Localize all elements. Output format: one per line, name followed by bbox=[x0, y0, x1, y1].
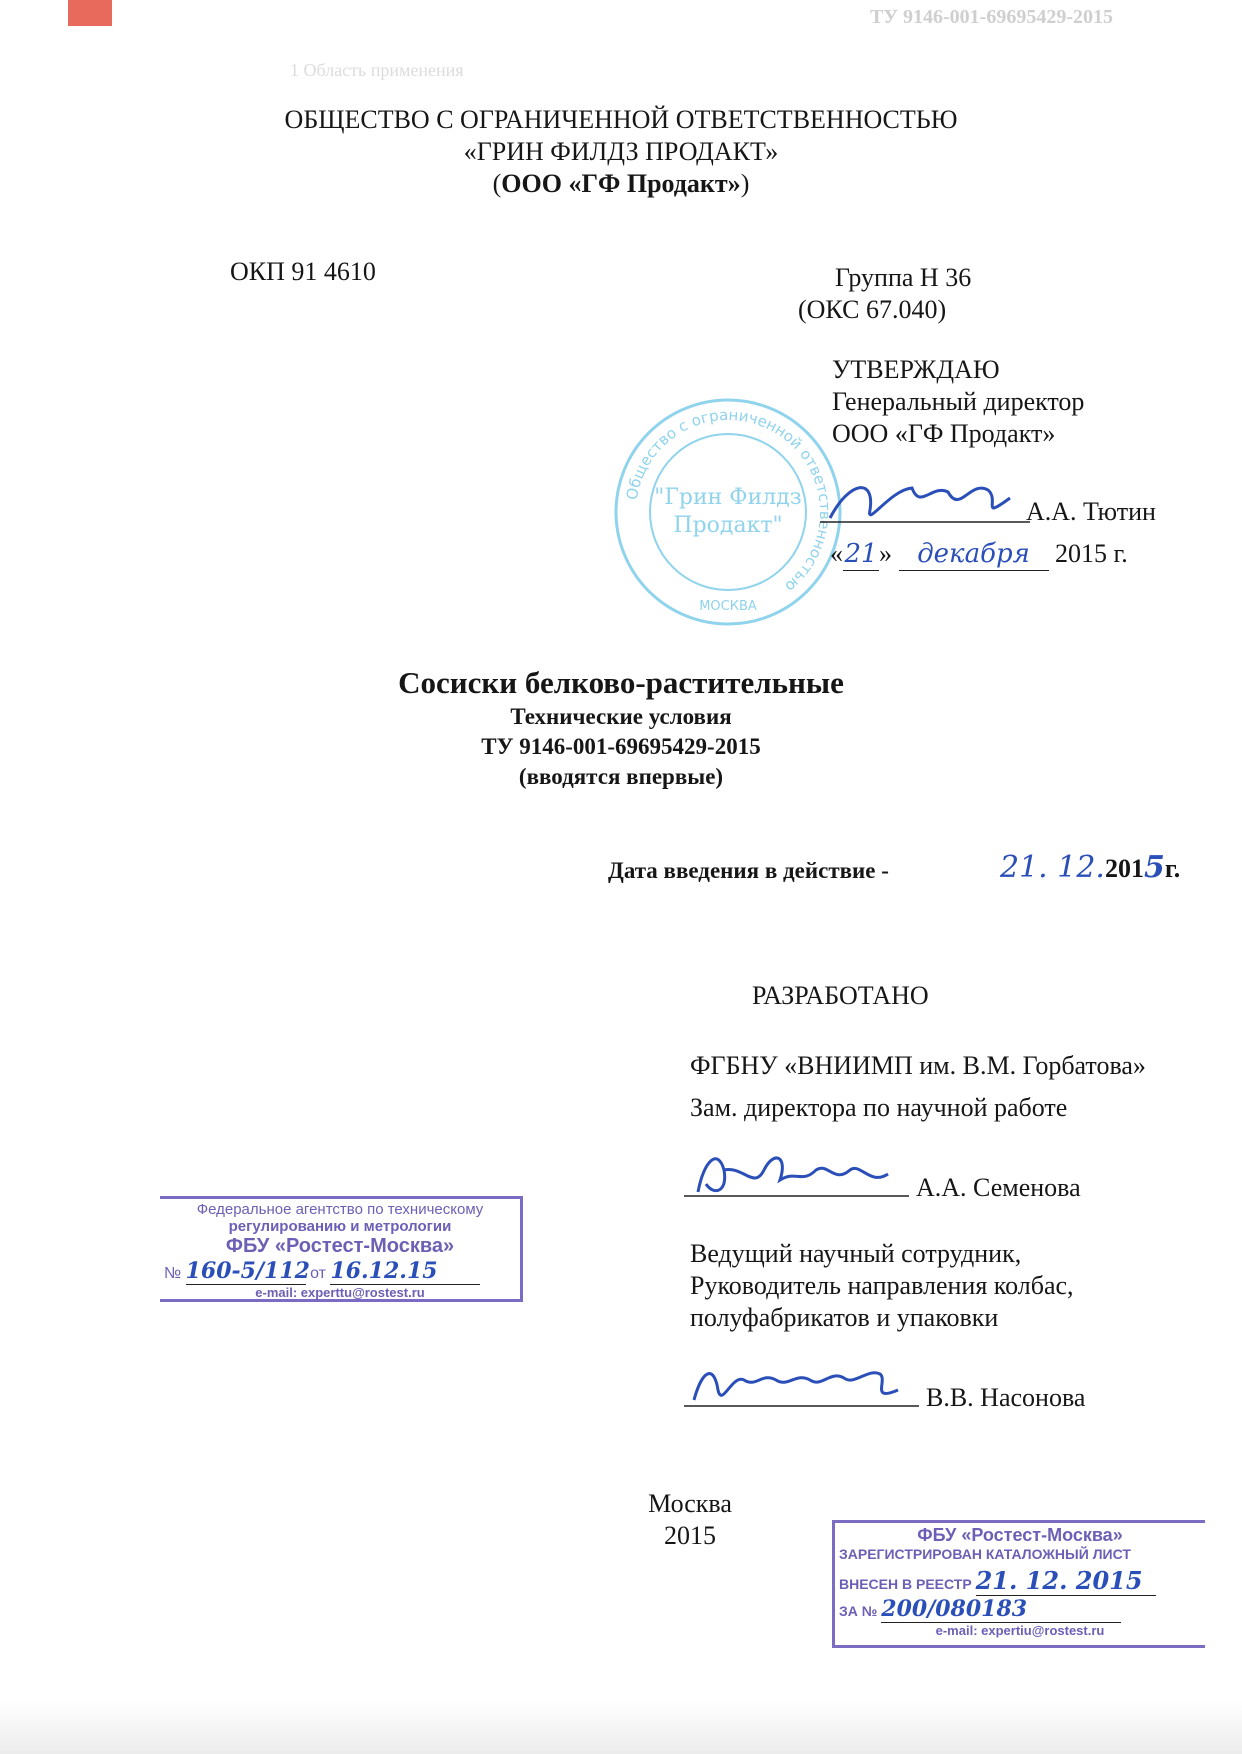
developed-position-2 bbox=[690, 1238, 1074, 1334]
stamp-right-num-label: ЗА № bbox=[839, 1603, 878, 1619]
stamp-left-line1: Федеральное агентство по техническому bbox=[196, 1201, 484, 1218]
footer-year: 2015 bbox=[664, 1521, 716, 1550]
stamp-right-email: e-mail: expertiu@rostest.ru bbox=[935, 1623, 1105, 1638]
stamp-left-num-label: № bbox=[164, 1265, 182, 1282]
scan-bottom-shadow bbox=[0, 1700, 1242, 1754]
org-line-1: ОБЩЕСТВО С ОГРАНИЧЕННОЙ ОТВЕТСТВЕННОСТЬЮ bbox=[284, 105, 958, 134]
approval-company: ООО «ГФ Продакт» bbox=[832, 419, 1056, 448]
footer bbox=[640, 1488, 740, 1552]
approval-position: Генеральный директор bbox=[832, 387, 1085, 416]
stamp-left-line2: регулированию и метрологии bbox=[228, 1218, 452, 1235]
org-line-2: «ГРИН ФИЛДЗ ПРОДАКТ» bbox=[463, 137, 779, 166]
date-day: 21 bbox=[844, 539, 878, 569]
stamp-right-line2: ЗАРЕГИСТРИРОВАН КАТАЛОЖНЫЙ ЛИСТ bbox=[839, 1546, 1131, 1562]
approval-heading: УТВЕРЖДАЮ bbox=[832, 355, 1000, 384]
stamp-city: МОСКВА bbox=[699, 599, 757, 614]
position-2-line-2: Руководитель направления колбас, bbox=[690, 1271, 1074, 1300]
stamp-right-line1: ФБУ «Ростест-Москва» bbox=[917, 1525, 1123, 1545]
date-quote-close: » bbox=[879, 539, 892, 568]
bleed-through-section: 1 Область применения bbox=[290, 60, 464, 80]
developed-signer-2: В.В. Насонова bbox=[926, 1383, 1086, 1412]
developed-position-1: Зам. директора по научной работе bbox=[690, 1093, 1068, 1122]
date-month: декабря bbox=[899, 538, 1049, 571]
stamp-right-registry-row bbox=[835, 1566, 1205, 1596]
date-quote-open: « bbox=[830, 539, 843, 568]
oks-code: (ОКС 67.040) bbox=[798, 295, 947, 324]
effective-year-prefix: 201 bbox=[1104, 854, 1144, 883]
doc-code: ТУ 9146-001-69695429-2015 bbox=[481, 734, 761, 759]
effective-year-suffix: г. bbox=[1164, 854, 1181, 883]
org-full-name bbox=[0, 104, 1242, 200]
stamp-ring-text: Общество с ограниченной ответственностью bbox=[622, 405, 835, 596]
approval-signer: А.А. Тютин bbox=[1026, 497, 1156, 526]
product-title: Сосиски белково-растительные bbox=[398, 665, 844, 700]
stamp-left-num-value: 160-5/112 bbox=[185, 1258, 310, 1284]
stamp-left-number-row bbox=[160, 1258, 520, 1285]
stamp-left-email: e-mail: experttu@rostest.ru bbox=[255, 1285, 425, 1300]
developed-org: ФГБНУ «ВНИИМП им. В.М. Горбатова» bbox=[690, 1051, 1146, 1080]
stamp-left-from-value: 16.12.15 bbox=[330, 1258, 480, 1285]
semenova-signature bbox=[684, 1140, 914, 1210]
paren-close: ) bbox=[740, 169, 750, 198]
developed-heading: РАЗРАБОТАНО bbox=[752, 981, 929, 1010]
stamp-left-line3: ФБУ «Ростест-Москва» bbox=[225, 1235, 455, 1257]
position-2-line-3: полуфабрикатов и упаковки bbox=[690, 1303, 999, 1332]
effective-date-hand: 21. 12. bbox=[1000, 850, 1105, 885]
effective-date bbox=[1000, 850, 1180, 885]
org-short-name bbox=[0, 168, 1242, 200]
effective-year-hand: 5 bbox=[1143, 850, 1165, 885]
developed-signer-1: А.А. Семенова bbox=[916, 1173, 1081, 1202]
paren-open: ( bbox=[492, 169, 502, 198]
effective-label: Дата введения в действие - bbox=[608, 858, 889, 883]
bleed-through-code: ТУ 9146-001-69695429-2015 bbox=[870, 6, 1113, 28]
footer-city: Москва bbox=[648, 1489, 732, 1518]
stamp-right-number-row bbox=[835, 1596, 1205, 1623]
corner-mark bbox=[68, 0, 112, 26]
director-signature bbox=[820, 470, 1030, 540]
doc-type: Технические условия bbox=[510, 704, 732, 729]
group-code: Группа Н 36 bbox=[835, 263, 972, 292]
date-year: 2015 г. bbox=[1055, 539, 1128, 568]
stamp-left-from-label: от bbox=[310, 1265, 326, 1282]
round-company-stamp bbox=[608, 392, 848, 632]
org-short: ООО «ГФ Продакт» bbox=[501, 169, 741, 198]
doc-note: (вводятся впервые) bbox=[518, 764, 724, 789]
nasonova-signature bbox=[684, 1350, 924, 1420]
position-2-line-1: Ведущий научный сотрудник, bbox=[690, 1239, 1022, 1268]
stamp-right-num-value: 200/080183 bbox=[881, 1596, 1121, 1623]
stamp-right-registry-label: ВНЕСЕН В РЕЕСТР bbox=[839, 1576, 972, 1592]
approval-block bbox=[832, 354, 1084, 450]
okp-code: ОКП 91 4610 bbox=[230, 257, 376, 286]
rostest-expertise-stamp bbox=[160, 1196, 523, 1302]
document-title-block bbox=[0, 664, 1242, 792]
approval-date bbox=[830, 538, 1128, 571]
stamp-center-line1: "Грин Филдз bbox=[654, 485, 802, 510]
stamp-center-line2: Продакт" bbox=[673, 513, 783, 538]
stamp-right-registry-date: 21. 12. 2015 bbox=[976, 1566, 1156, 1596]
rostest-registry-stamp bbox=[832, 1520, 1205, 1648]
